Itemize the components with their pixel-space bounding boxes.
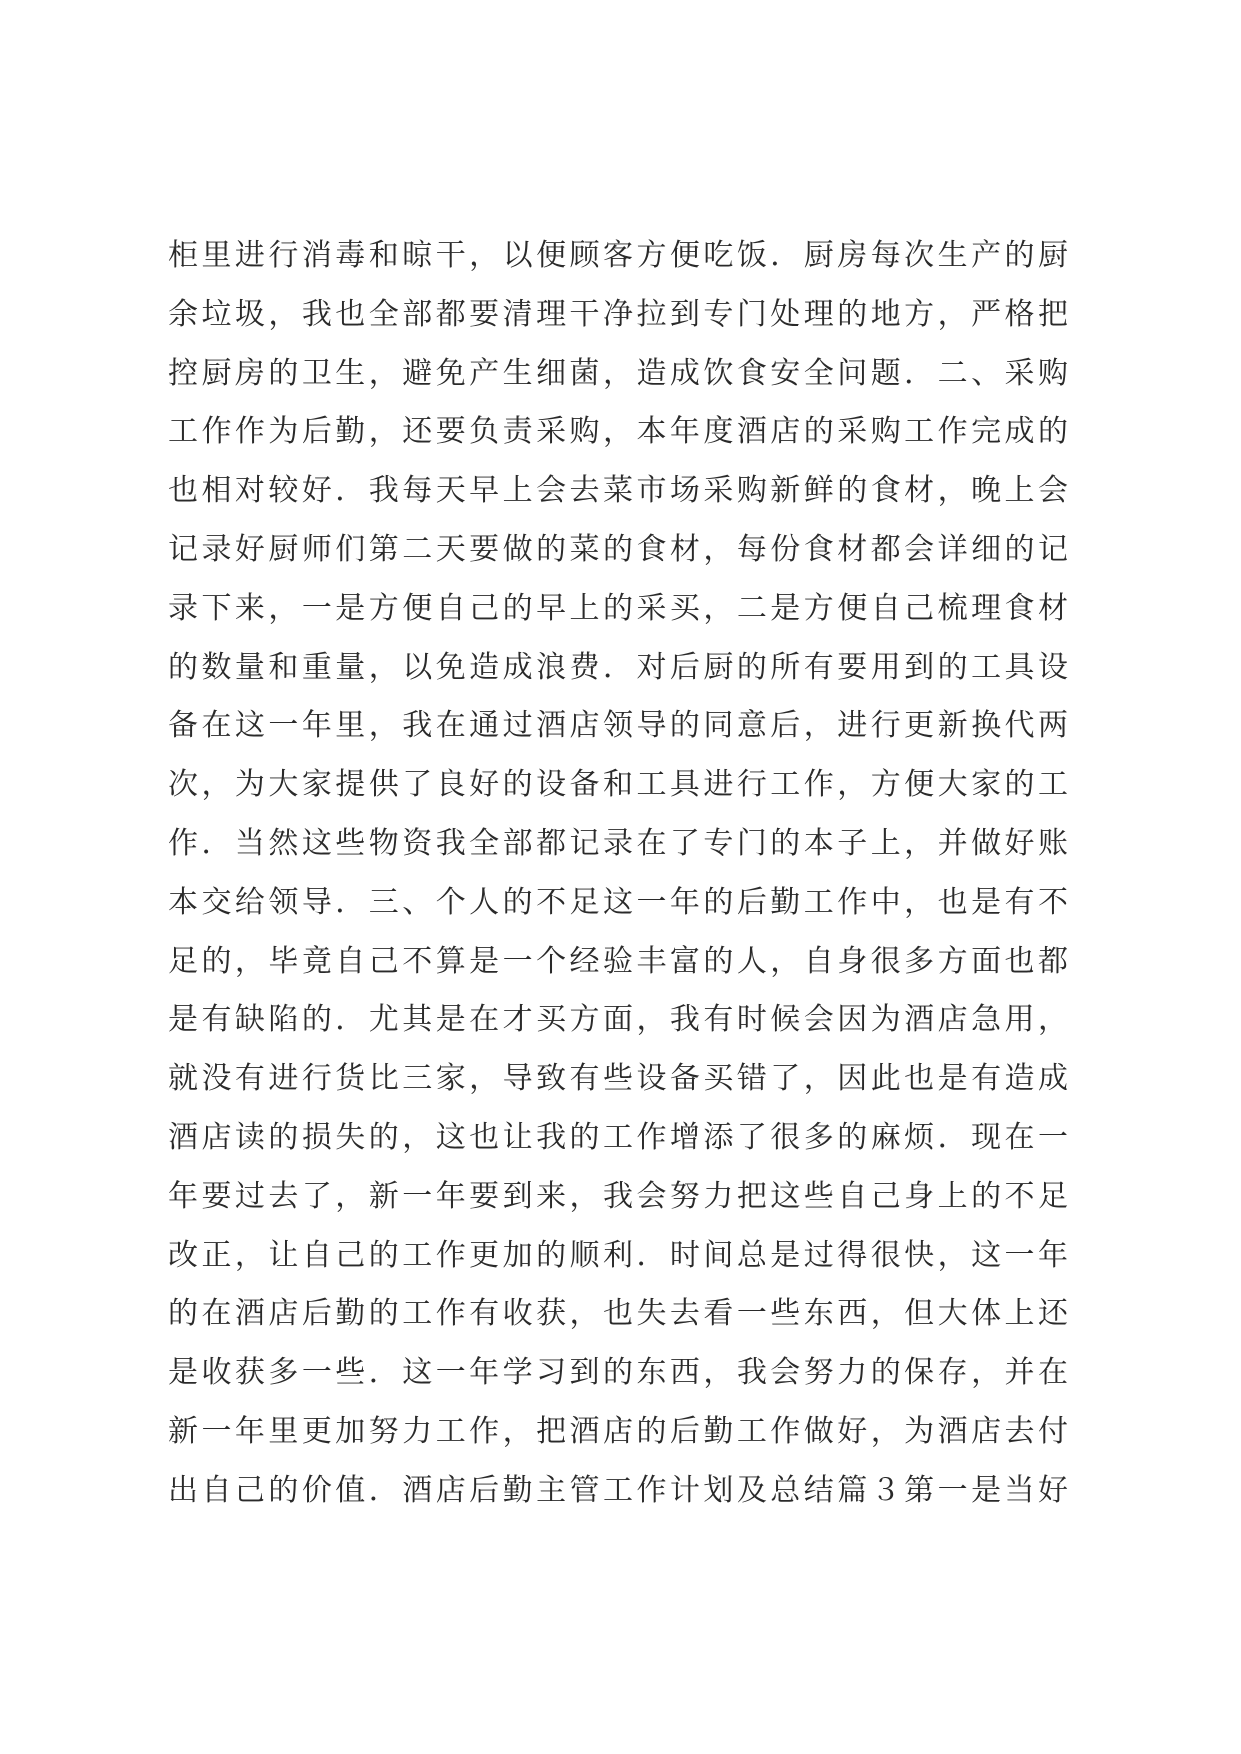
text-line-8: 的数量和重量，以免造成浪费．对后厨的所有要用到的工具设: [168, 649, 1068, 685]
text-line-14: 是有缺陷的．尤其是在才买方面，我有时候会因为酒店急用，: [168, 1002, 1068, 1038]
text-line-7: 录下来，一是方便自己的早上的采买，二是方便自己梳理食材: [168, 590, 1068, 626]
text-line-17: 年要过去了，新一年要到来，我会努力把这些自己身上的不足: [168, 1178, 1068, 1214]
text-line-9: 备在这一年里，我在通过酒店领导的同意后，进行更新换代两: [168, 708, 1068, 744]
text-line-22: 出自己的价值．酒店后勤主管工作计划及总结篇３第一是当好: [168, 1472, 1068, 1508]
text-line-2: 余垃圾，我也全部都要清理干净拉到专门处理的地方，严格把: [168, 296, 1068, 332]
text-line-1: 柜里进行消毒和晾干，以便顾客方便吃饭．厨房每次生产的厨: [168, 238, 1068, 273]
text-line-15: 就没有进行货比三家，导致有些设备买错了，因此也是有造成: [168, 1061, 1068, 1097]
text-line-5: 也相对较好．我每天早上会去菜市场采购新鲜的食材，晚上会: [168, 473, 1068, 509]
text-line-6: 记录好厨师们第二天要做的菜的食材，每份食材都会详细的记: [168, 531, 1068, 567]
text-line-16: 酒店读的损失的，这也让我的工作增添了很多的麻烦．现在一: [168, 1119, 1068, 1155]
text-line-11: 作．当然这些物资我全部都记录在了专门的本子上，并做好账: [168, 825, 1068, 861]
text-line-21: 新一年里更加努力工作，把酒店的后勤工作做好，为酒店去付: [168, 1413, 1068, 1449]
text-line-12: 本交给领导．三、个人的不足这一年的后勤工作中，也是有不: [168, 884, 1068, 920]
text-line-3: 控厨房的卫生，避免产生细菌，造成饮食安全问题．二、采购: [168, 355, 1068, 391]
text-line-20: 是收获多一些．这一年学习到的东西，我会努力的保存，并在: [168, 1355, 1068, 1391]
body-text: [168, 227, 1068, 1521]
text-line-18: 改正，让自己的工作更加的顺利．时间总是过得很快，这一年: [168, 1237, 1068, 1273]
text-line-19: 的在酒店后勤的工作有收获，也失去看一些东西，但大体上还: [168, 1296, 1068, 1332]
text-line-10: 次，为大家提供了良好的设备和工具进行工作，方便大家的工: [168, 767, 1068, 803]
text-line-13: 足的，毕竟自己不算是一个经验丰富的人，自身很多方面也都: [168, 943, 1068, 979]
text-line-4: 工作作为后勤，还要负责采购，本年度酒店的采购工作完成的: [168, 414, 1068, 450]
